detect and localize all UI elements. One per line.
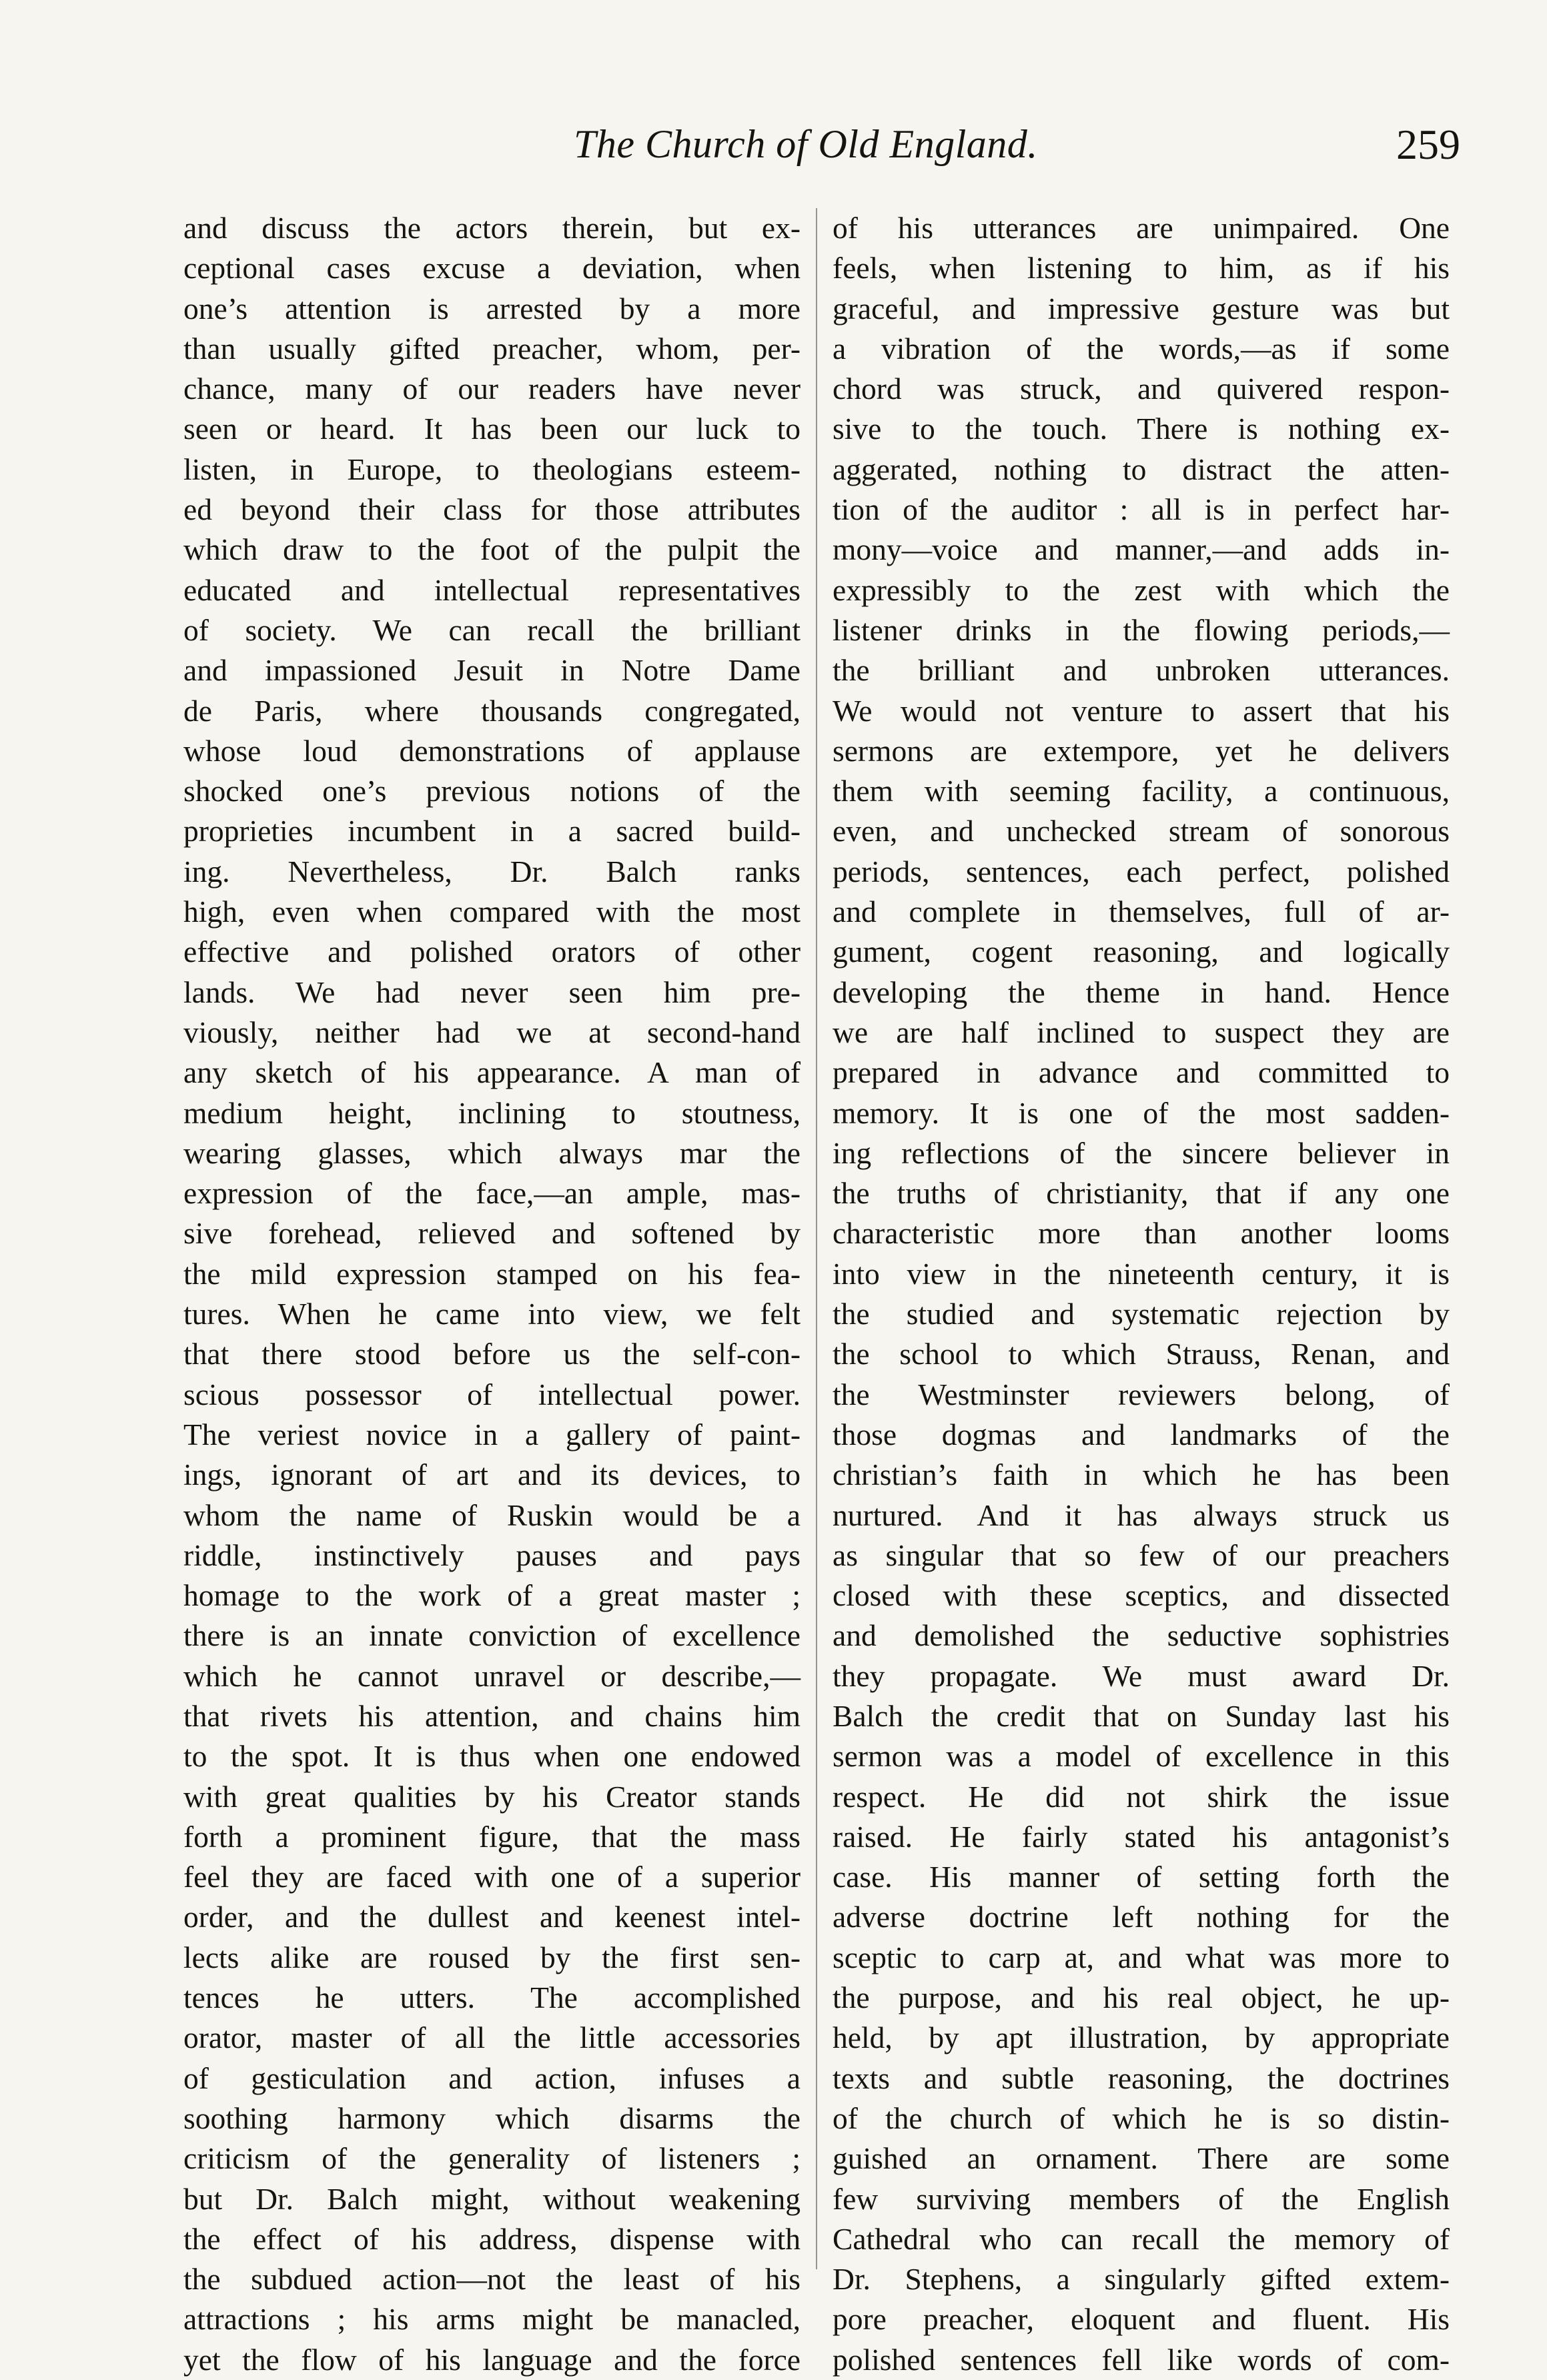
text-line: soothing harmony which disarms the [183, 2101, 801, 2135]
text-line: the purpose, and his real object, he up- [833, 1980, 1450, 2015]
text-line: them with seeming facility, a continuous, [833, 774, 1450, 808]
text-line: guished an ornament. There are some [833, 2141, 1450, 2176]
text-line: feel they are faced with one of a superior [183, 1860, 801, 1894]
text-line: periods, sentences, each perfect, polished [833, 854, 1450, 888]
text-line: they propagate. We must award Dr. [833, 1658, 1450, 1693]
text-line: the brilliant and unbroken utterances. [833, 653, 1450, 688]
text-line: listener drinks in the flowing periods,— [833, 612, 1450, 647]
text-line: the mild expression stamped on his fea- [183, 1256, 801, 1291]
text-line: proprieties incumbent in a sacred build- [183, 814, 801, 848]
text-line: the Westminster reviewers belong, of [833, 1377, 1450, 1411]
text-line: sive to the touch. There is nothing ex- [833, 412, 1450, 446]
text-line: the effect of his address, dispense with [183, 2221, 801, 2256]
text-line: forth a prominent figure, that the mass [183, 1819, 801, 1854]
text-line: shocked one’s previous notions of the [183, 774, 801, 808]
text-line: mony—voice and manner,—and adds in- [833, 532, 1450, 567]
text-line: and impassioned Jesuit in Notre Dame [183, 653, 801, 688]
text-line: into view in the nineteenth century, it is [833, 1256, 1450, 1291]
left-column [183, 208, 801, 2380]
text-line: orator, master of all the little accessories [183, 2020, 801, 2055]
text-line: any sketch of his appearance. A man of [183, 1055, 801, 1090]
text-line: tion of the auditor : all is in perfect har- [833, 492, 1450, 527]
text-line: prepared in advance and committed to [833, 1055, 1450, 1090]
text-line: polished sentences fell like words of com- [833, 2342, 1450, 2377]
text-line: order, and the dullest and keenest intel- [183, 1900, 801, 1934]
text-line: yet the flow of his language and the force [183, 2342, 801, 2377]
running-title: The Church of Old England. [574, 122, 1038, 166]
text-line: feels, when listening to him, as if his [833, 251, 1450, 285]
text-line: of society. We can recall the brilliant [183, 612, 801, 647]
text-line: whose loud demonstrations of applause [183, 733, 801, 768]
text-line: tences he utters. The accomplished [183, 1980, 801, 2015]
text-line: we are half inclined to suspect they are [833, 1015, 1450, 1049]
text-line: memory. It is one of the most sadden- [833, 1095, 1450, 1130]
text-line: The veriest novice in a gallery of paint- [183, 1417, 801, 1451]
text-line: of gesticulation and action, infuses a [183, 2060, 801, 2095]
text-line: ceptional cases excuse a deviation, when [183, 251, 801, 285]
text-line: ings, ignorant of art and its devices, to [183, 1457, 801, 1492]
text-line: lects alike are roused by the first sen- [183, 1940, 801, 1974]
text-line: even, and unchecked stream of sonorous [833, 814, 1450, 848]
text-line: gument, cogent reasoning, and logically [833, 935, 1450, 969]
text-line: case. His manner of setting forth the [833, 1860, 1450, 1894]
text-line: viously, neither had we at second-hand [183, 1015, 801, 1049]
text-line: which he cannot unravel or describe,— [183, 1658, 801, 1693]
text-line: attractions ; his arms might be manacled, [183, 2302, 801, 2337]
text-line: the truths of christianity, that if any one [833, 1176, 1450, 1211]
column-divider [816, 208, 817, 2269]
text-line: the subdued action—not the least of his [183, 2262, 801, 2297]
text-line: de Paris, where thousands congregated, [183, 693, 801, 728]
text-line: listen, in Europe, to theologians esteem- [183, 452, 801, 486]
text-line: developing the theme in hand. Hence [833, 975, 1450, 1009]
text-line: lands. We had never seen him pre- [183, 975, 801, 1009]
text-line: criticism of the generality of listeners ; [183, 2141, 801, 2176]
text-line: few surviving members of the English [833, 2181, 1450, 2216]
text-line: expression of the face,—an ample, mas- [183, 1176, 801, 1211]
text-line: to the spot. It is thus when one endowed [183, 1739, 801, 1774]
text-line: with great qualities by his Creator stands [183, 1779, 801, 1814]
text-line: We would not venture to assert that his [833, 693, 1450, 728]
text-line: and discuss the actors therein, but ex- [183, 211, 801, 245]
text-line: wearing glasses, which always mar the [183, 1135, 801, 1170]
text-line: pore preacher, eloquent and fluent. His [833, 2302, 1450, 2337]
text-line: closed with these sceptics, and dissected [833, 1578, 1450, 1613]
text-line: ed beyond their class for those attributes [183, 492, 801, 527]
text-line: texts and subtle reasoning, the doctrines [833, 2060, 1450, 2095]
text-line: sermon was a model of excellence in this [833, 1739, 1450, 1774]
text-line: adverse doctrine left nothing for the [833, 1900, 1450, 1934]
text-line: than usually gifted preacher, whom, per- [183, 331, 801, 366]
text-line: high, even when compared with the most [183, 895, 801, 929]
text-line: nurtured. And it has always struck us [833, 1498, 1450, 1532]
text-line: ing. Nevertheless, Dr. Balch ranks [183, 854, 801, 888]
text-line: chord was struck, and quivered respon- [833, 372, 1450, 406]
text-line: Balch the credit that on Sunday last his [833, 1698, 1450, 1733]
text-line: that there stood before us the self-con- [183, 1337, 801, 1371]
text-line: whom the name of Ruskin would be a [183, 1498, 801, 1532]
text-line: seen or heard. It has been our luck to [183, 412, 801, 446]
text-line: ing reflections of the sincere believer in [833, 1135, 1450, 1170]
text-line: Dr. Stephens, a singularly gifted extem- [833, 2262, 1450, 2297]
text-line: held, by apt illustration, by appropriate [833, 2020, 1450, 2055]
text-line: those dogmas and landmarks of the [833, 1417, 1450, 1451]
text-line: scious possessor of intellectual power. [183, 1377, 801, 1411]
text-line: tures. When he came into view, we felt [183, 1297, 801, 1331]
text-line: educated and intellectual representatives [183, 572, 801, 607]
text-line: expressibly to the zest with which the [833, 572, 1450, 607]
text-line: raised. He fairly stated his antagonist’s [833, 1819, 1450, 1854]
text-line: there is an innate conviction of excellence [183, 1618, 801, 1653]
text-line: characteristic more than another looms [833, 1216, 1450, 1251]
text-line: sceptic to carp at, and what was more to [833, 1940, 1450, 1974]
text-line: medium height, inclining to stoutness, [183, 1095, 801, 1130]
text-line: of the church of which he is so distin- [833, 2101, 1450, 2135]
text-line: as singular that so few of our preachers [833, 1538, 1450, 1572]
text-line: chance, many of our readers have never [183, 372, 801, 406]
text-line: aggerated, nothing to distract the atten- [833, 452, 1450, 486]
text-line: christian’s faith in which he has been [833, 1457, 1450, 1492]
text-line: and demolished the seductive sophistries [833, 1618, 1450, 1653]
text-line: which draw to the foot of the pulpit the [183, 532, 801, 567]
text-line: but Dr. Balch might, without weakening [183, 2181, 801, 2216]
text-line: the studied and systematic rejection by [833, 1297, 1450, 1331]
text-line: and complete in themselves, full of ar- [833, 895, 1450, 929]
text-line: the school to which Strauss, Renan, and [833, 1337, 1450, 1371]
text-line: riddle, instinctively pauses and pays [183, 1538, 801, 1572]
text-line: sive forehead, relieved and softened by [183, 1216, 801, 1251]
text-line: effective and polished orators of other [183, 935, 801, 969]
text-line: graceful, and impressive gesture was but [833, 291, 1450, 326]
text-line: one’s attention is arrested by a more [183, 291, 801, 326]
text-line: respect. He did not shirk the issue [833, 1779, 1450, 1814]
page-number: 259 [1396, 121, 1460, 168]
text-line: a vibration of the words,—as if some [833, 331, 1450, 366]
text-line: that rivets his attention, and chains him [183, 1698, 801, 1733]
text-line: of his utterances are unimpaired. One [833, 211, 1450, 245]
text-line: sermons are extempore, yet he delivers [833, 733, 1450, 768]
text-line: homage to the work of a great master ; [183, 1578, 801, 1613]
text-line: Cathedral who can recall the memory of [833, 2221, 1450, 2256]
right-column [833, 208, 1450, 2380]
